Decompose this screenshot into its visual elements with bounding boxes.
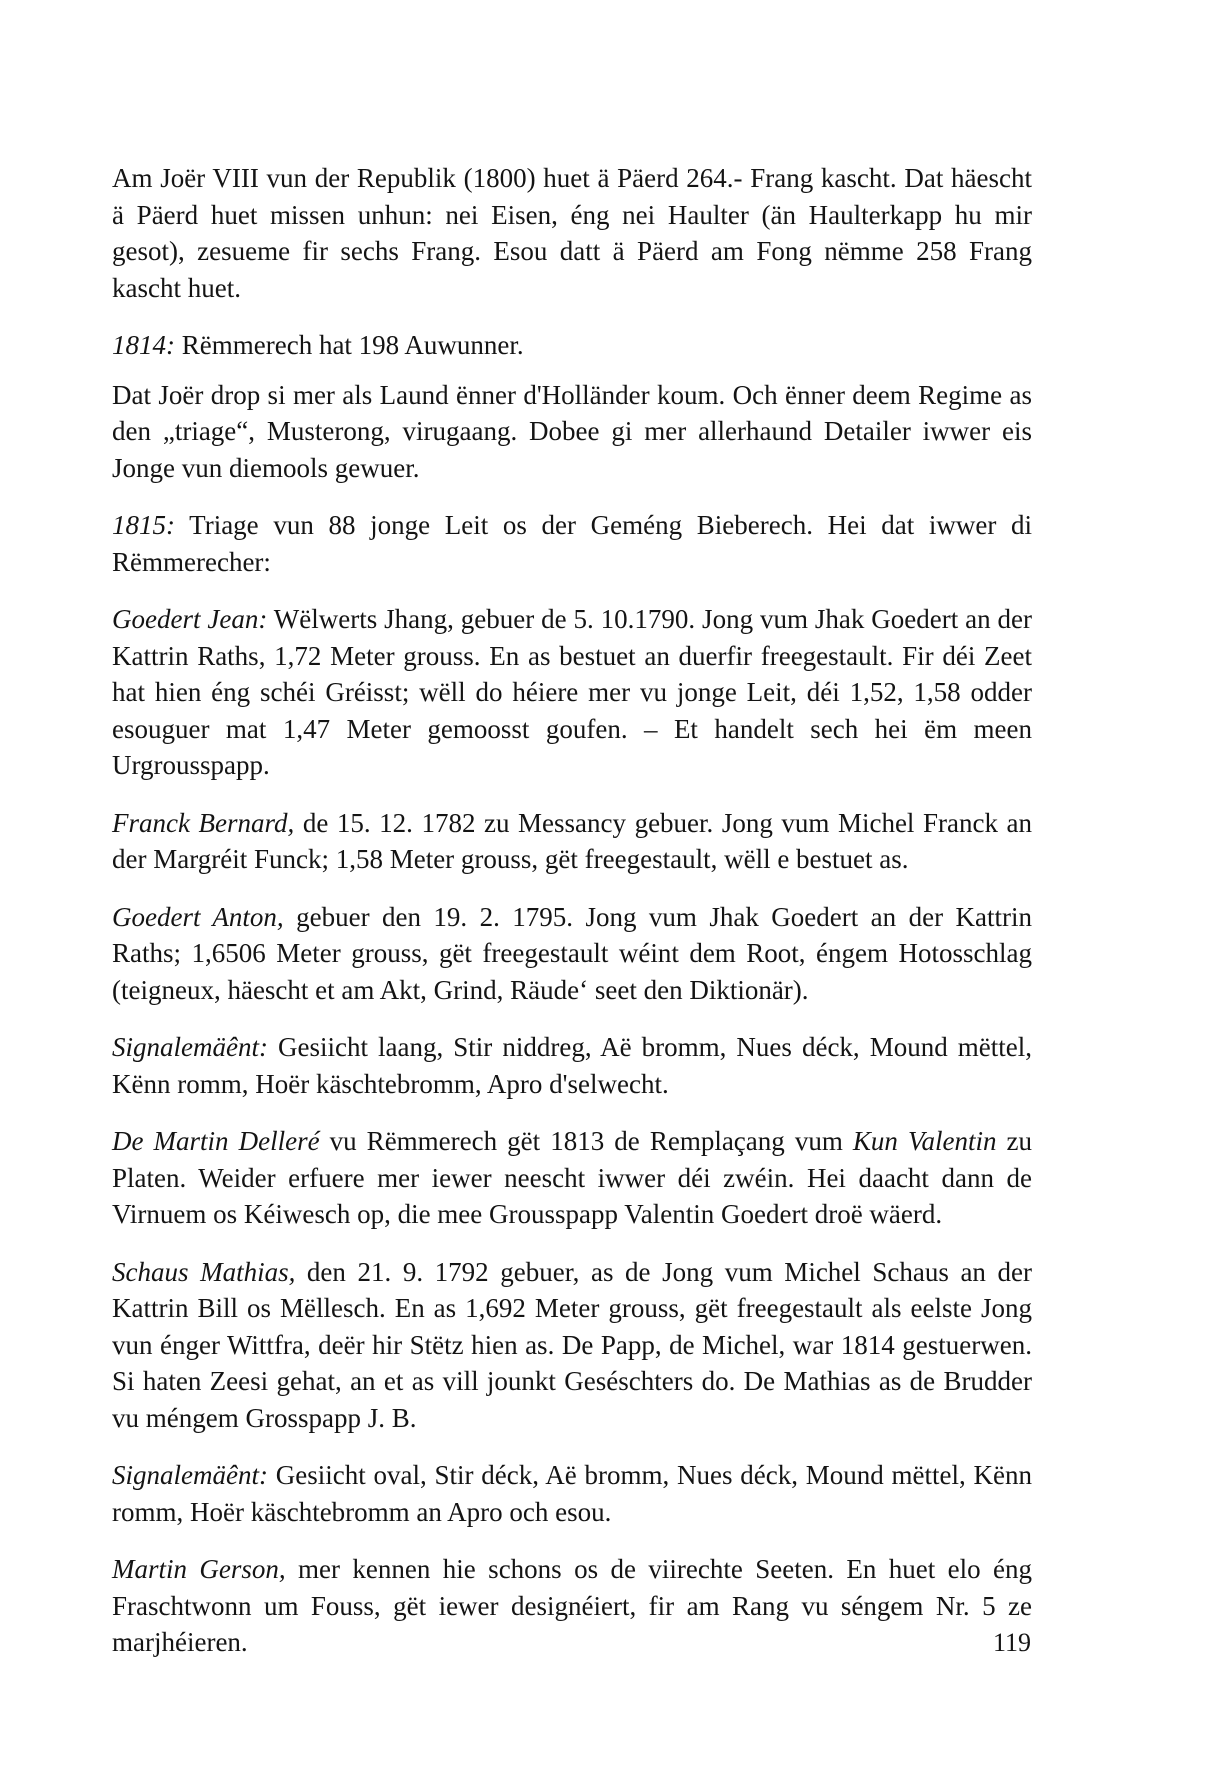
paragraph-1 xyxy=(112,160,1032,306)
paragraph-12 xyxy=(112,1551,1032,1661)
paragraph-text: Gesiicht oval, Stir déck, Aë bromm, Nues déck, Mound mëttel, Kënn romm, Hoër käschtebromm an Apro och esou. xyxy=(112,1460,1032,1527)
paragraph-text: gebuer den 19. 2. 1795. Jong vum Jhak Goedert an der Kattrin Raths; 1,6506 Meter grouss, gët freegestault wéint dem Root, éngem Hotosschlag (teigneux, häescht et am Akt, Grind, Räude‘ seet den Diktionär). xyxy=(112,901,1032,1005)
signalement-label: Signalemäênt: xyxy=(112,1032,268,1062)
paragraph-text: Rëmmerech hat 198 Auwunner. xyxy=(175,330,524,360)
signalement-label: Signalemäênt: xyxy=(112,1460,268,1490)
paragraph-6 xyxy=(112,805,1032,878)
person-name: Schaus Mathias, xyxy=(112,1256,296,1287)
paragraph-11 xyxy=(112,1457,1032,1530)
body-text xyxy=(112,160,1032,1682)
paragraph-4 xyxy=(112,507,1032,580)
paragraph-9 xyxy=(112,1123,1032,1233)
paragraph-3 xyxy=(112,377,1032,487)
paragraph-text: den 21. 9. 1792 gebuer, as de Jong vum Michel Schaus an der Kattrin Bill os Mëllesch. En as 1,692 Meter grouss, gët freegestault als eelste Jong vun énger Wittfra, deër hir Stëtz hien as. De Papp, de Michel, war 1814 gestuerwen. Si haten Zeesi gehat, an et as vill jounkt Geséschters do. De Mathias as de Brudder vu méngem Grosspapp J. B. xyxy=(112,1256,1032,1433)
paragraph-text: Gesiicht laang, Stir niddreg, Aë bromm, Nues déck, Mound mëttel, Kënn romm, Hoër käschtebromm, Apro d'selwecht. xyxy=(112,1032,1032,1099)
paragraph-2 xyxy=(112,327,1032,364)
paragraph-5 xyxy=(112,601,1032,784)
year-1814: 1814: xyxy=(112,330,175,360)
person-name: Martin Gerson, xyxy=(112,1554,286,1584)
year-1815: 1815: xyxy=(112,510,175,540)
paragraph-8 xyxy=(112,1029,1032,1102)
paragraph-text: de 15. 12. 1782 zu Messancy gebuer. Jong vum Michel Franck an der Margréit Funck; 1,58 Meter grouss, gët freegestault, wëll e bestuet as. xyxy=(112,807,1032,874)
paragraph-7 xyxy=(112,899,1032,1009)
paragraph-text-continued: zu Platen. Weider erfuere mer iewer neescht iwwer déi zwéin. Hei daacht dann de Virnuem os Kéiwesch op, die mee Grousspapp Valentin Goedert droë wäerd. xyxy=(112,1126,1032,1229)
paragraph-text: Dat Joër drop si mer als Laund ënner d'Holländer koum. Och ënner deem Regime as den „triage“, Musterong, virugaang. Dobee gi mer allerhaund Detailer iwwer eis Jonge vun diemools gewuer. xyxy=(112,379,1032,483)
paragraph-text: Am Joër VIII vun der Republik (1800) huet ä Päerd 264.- Frang kascht. Dat häescht ä Päerd huet missen unhun: nei Eisen, éng nei Haulter (än Haulterkapp hu mir gesot), zesueme fir sechs Frang. Esou datt ä Päerd am Fong nëmme 258 Frang kascht huet. xyxy=(112,163,1032,303)
person-name-secondary: Kun Valentin xyxy=(852,1126,997,1156)
paragraph-text: Wëlwerts Jhang, gebuer de 5. 10.1790. Jong vum Jhak Goedert an der Kattrin Raths, 1,72 Meter grouss. En as bestuet an duerfir freegestault. Fir déi Zeet hat hien éng schéi Gréisst; wëll do héiere mer vu jonge Leit, déi 1,52, 1,58 odder esouguer mat 1,47 Meter gemoosst goufen. – Et handelt sech hei ëm meen Urgrousspapp. xyxy=(112,604,1032,780)
paragraph-10 xyxy=(112,1254,1032,1437)
paragraph-text: mer kennen hie schons os de viirechte Seeten. En huet elo éng Fraschtwonn um Fouss, gët iewer designéiert, fir am Rang vu séngem Nr. 5 ze marjhéieren. xyxy=(112,1554,1032,1657)
person-name: Goedert Jean: xyxy=(112,604,268,634)
person-name: De Martin Delleré xyxy=(112,1126,320,1156)
person-name: Franck Bernard, xyxy=(112,807,295,838)
person-name: Goedert Anton, xyxy=(112,901,284,932)
paragraph-text: vu Rëmmerech gët 1813 de Remplaçang vum xyxy=(319,1126,853,1156)
page-number: 119 xyxy=(992,1628,1031,1657)
paragraph-text: Triage vun 88 jonge Leit os der Geméng Bieberech. Hei dat iwwer di Rëmmerecher: xyxy=(112,510,1032,577)
